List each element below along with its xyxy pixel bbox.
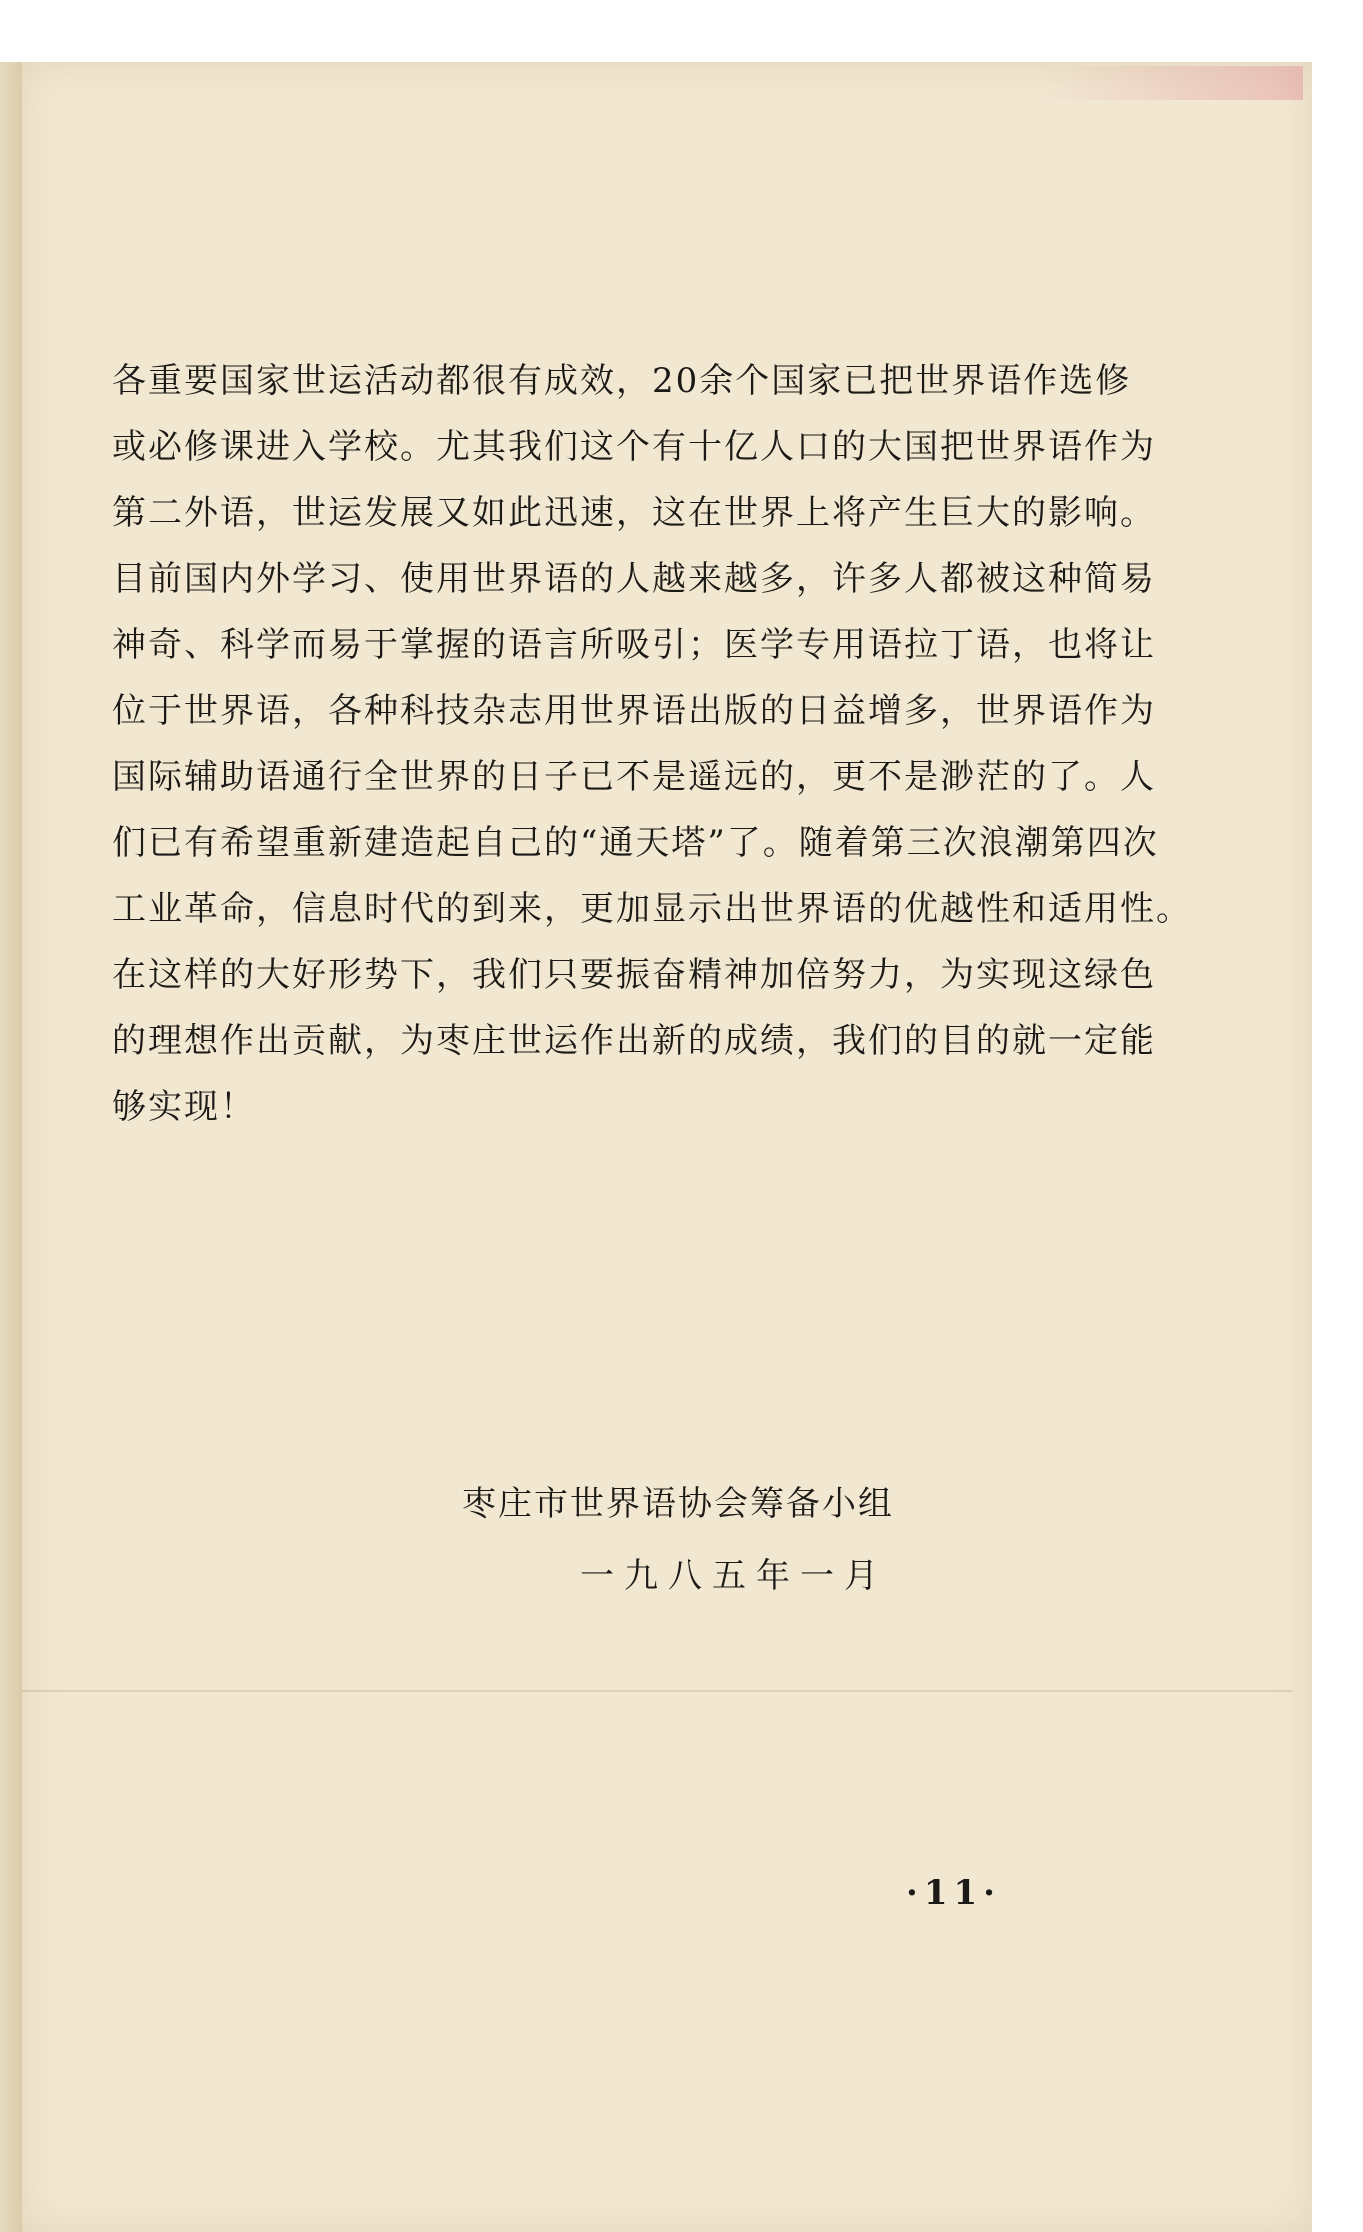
body-line: 的理想作出贡献，为枣庄世运作出新的成绩，我们的目的就一定能 bbox=[112, 1021, 1156, 1061]
page-fold-line bbox=[22, 1690, 1292, 1692]
body-line: 在这样的大好形势下，我们只要振奋精神加倍努力，为实现这绿色 bbox=[112, 955, 1156, 995]
body-paragraph bbox=[112, 348, 1192, 1140]
body-line: 或必修课进入学校。尤其我们这个有十亿人口的大国把世界语作为 bbox=[112, 427, 1156, 467]
ink-stain bbox=[1043, 66, 1303, 100]
page-number: ·11· bbox=[906, 1873, 1001, 1913]
signature-date: 一九八五年一月 bbox=[580, 1556, 888, 1596]
body-line: 神奇、科学而易于掌握的语言所吸引；医学专用语拉丁语，也将让 bbox=[112, 625, 1156, 665]
body-line: 第二外语，世运发展又如此迅速，这在世界上将产生巨大的影响。 bbox=[112, 493, 1156, 533]
body-line: 各重要国家世运活动都很有成效，20余个国家已把世界语作选修 bbox=[112, 361, 1132, 401]
signature-organization: 枣庄市世界语协会筹备小组 bbox=[462, 1484, 894, 1524]
body-line: 工业革命，信息时代的到来，更加显示出世界语的优越性和适用性。 bbox=[112, 889, 1192, 929]
body-line: 们已有希望重新建造起自己的“通天塔”了。随着第三次浪潮第四次 bbox=[112, 823, 1159, 863]
body-line: 够实现！ bbox=[112, 1087, 256, 1127]
body-line: 目前国内外学习、使用世界语的人越来越多，许多人都被这种简易 bbox=[112, 559, 1156, 599]
body-line: 国际辅助语通行全世界的日子已不是遥远的，更不是渺茫的了。人 bbox=[112, 757, 1156, 797]
body-line: 位于世界语，各种科技杂志用世界语出版的日益增多，世界语作为 bbox=[112, 691, 1156, 731]
signature-block bbox=[462, 1468, 894, 1612]
